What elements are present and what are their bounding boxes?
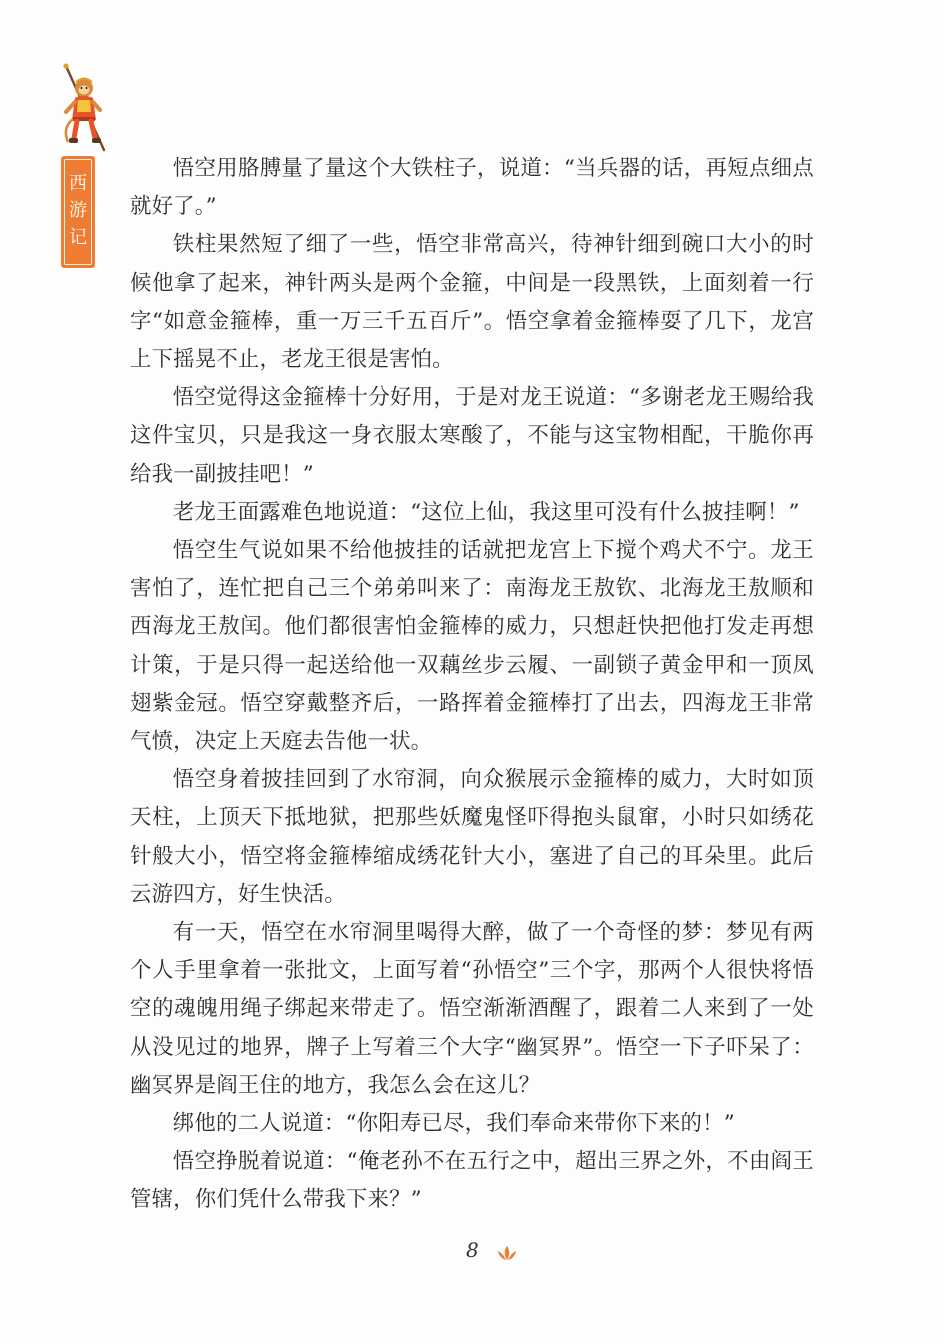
book-title-char-2: 游: [69, 200, 87, 221]
page-footer: [0, 1236, 944, 1276]
lotus-ornament-icon: [494, 1244, 520, 1262]
paragraph: 悟空用胳膊量了量这个大铁柱子，说道：“当兵器的话，再短点细点就好了。”: [130, 156, 814, 220]
paragraph: 悟空挣脱着说道：“俺老孙不在五行之中，超出三界之外，不由阎王管辖，你们凭什么带我下来？”: [130, 1149, 814, 1213]
paragraph: 悟空生气说如果不给他披挂的话就把龙宫上下搅个鸡犬不宁。龙王害怕了，连忙把自己三个弟弟叫来了：南海龙王敖钦、北海龙王敖顺和西海龙王敖闰。他们都很害怕金箍棒的威力，只想赶快把他打发走再想计策，于是只得一起送给他一双藕丝步云履、一副锁子黄金甲和一顶凤翅紫金冠。悟空穿戴整齐后，一路挥着金箍棒打了出去，四海龙王非常气愤，决定上天庭去告他一状。: [130, 538, 814, 755]
paragraph: 老龙王面露难色地说道：“这位上仙，我这里可没有什么披挂啊！”: [172, 499, 800, 525]
paragraph: 有一天，悟空在水帘洞里喝得大醉，做了一个奇怪的梦：梦见有两个人手里拿着一张批文，上面写着“孙悟空”三个字，那两个人很快将悟空的魂魄用绳子绑起来带走了。悟空渐渐酒醒了，跟着二人来到了一处从没见过的地界，牌子上写着三个大字“幽冥界”。悟空一下子吓呆了：幽冥界是阎王住的地方，我怎么会在这儿？: [130, 920, 814, 1098]
book-title-tab: [61, 156, 95, 268]
paragraph: 悟空身着披挂回到了水帘洞，向众猴展示金箍棒的威力，大时如顶天柱，上顶天下抵地狱，把那些妖魔鬼怪吓得抱头鼠窜，小时只如绣花针般大小，悟空将金箍棒缩成绣花针大小，塞进了自己的耳朵里。此后云游四方，好生快活。: [130, 767, 814, 907]
page-number: 8: [466, 1238, 479, 1262]
monkey-king-illustration: [56, 62, 114, 154]
book-title-char-1: 西: [69, 173, 87, 194]
body-text: [130, 150, 814, 1220]
paragraph: 绑他的二人说道：“你阳寿已尽，我们奉命来带你下来的！”: [172, 1111, 735, 1137]
paragraph: 铁柱果然短了细了一些，悟空非常高兴，待神针细到碗口大小的时候他拿了起来，神针两头是两个金箍，中间是一段黑铁，上面刻着一行字“如意金箍棒，重一万三千五百斤”。悟空拿着金箍棒耍了几下，龙宫上下摇晃不止，老龙王很是害怕。: [130, 232, 814, 373]
book-title-char-3: 记: [69, 227, 87, 248]
paragraph: 悟空觉得这金箍棒十分好用，于是对龙王说道：“多谢老龙王赐给我这件宝贝，只是我这一身衣服太寒酸了，不能与这宝物相配，干脆你再给我一副披挂吧！”: [130, 385, 814, 487]
